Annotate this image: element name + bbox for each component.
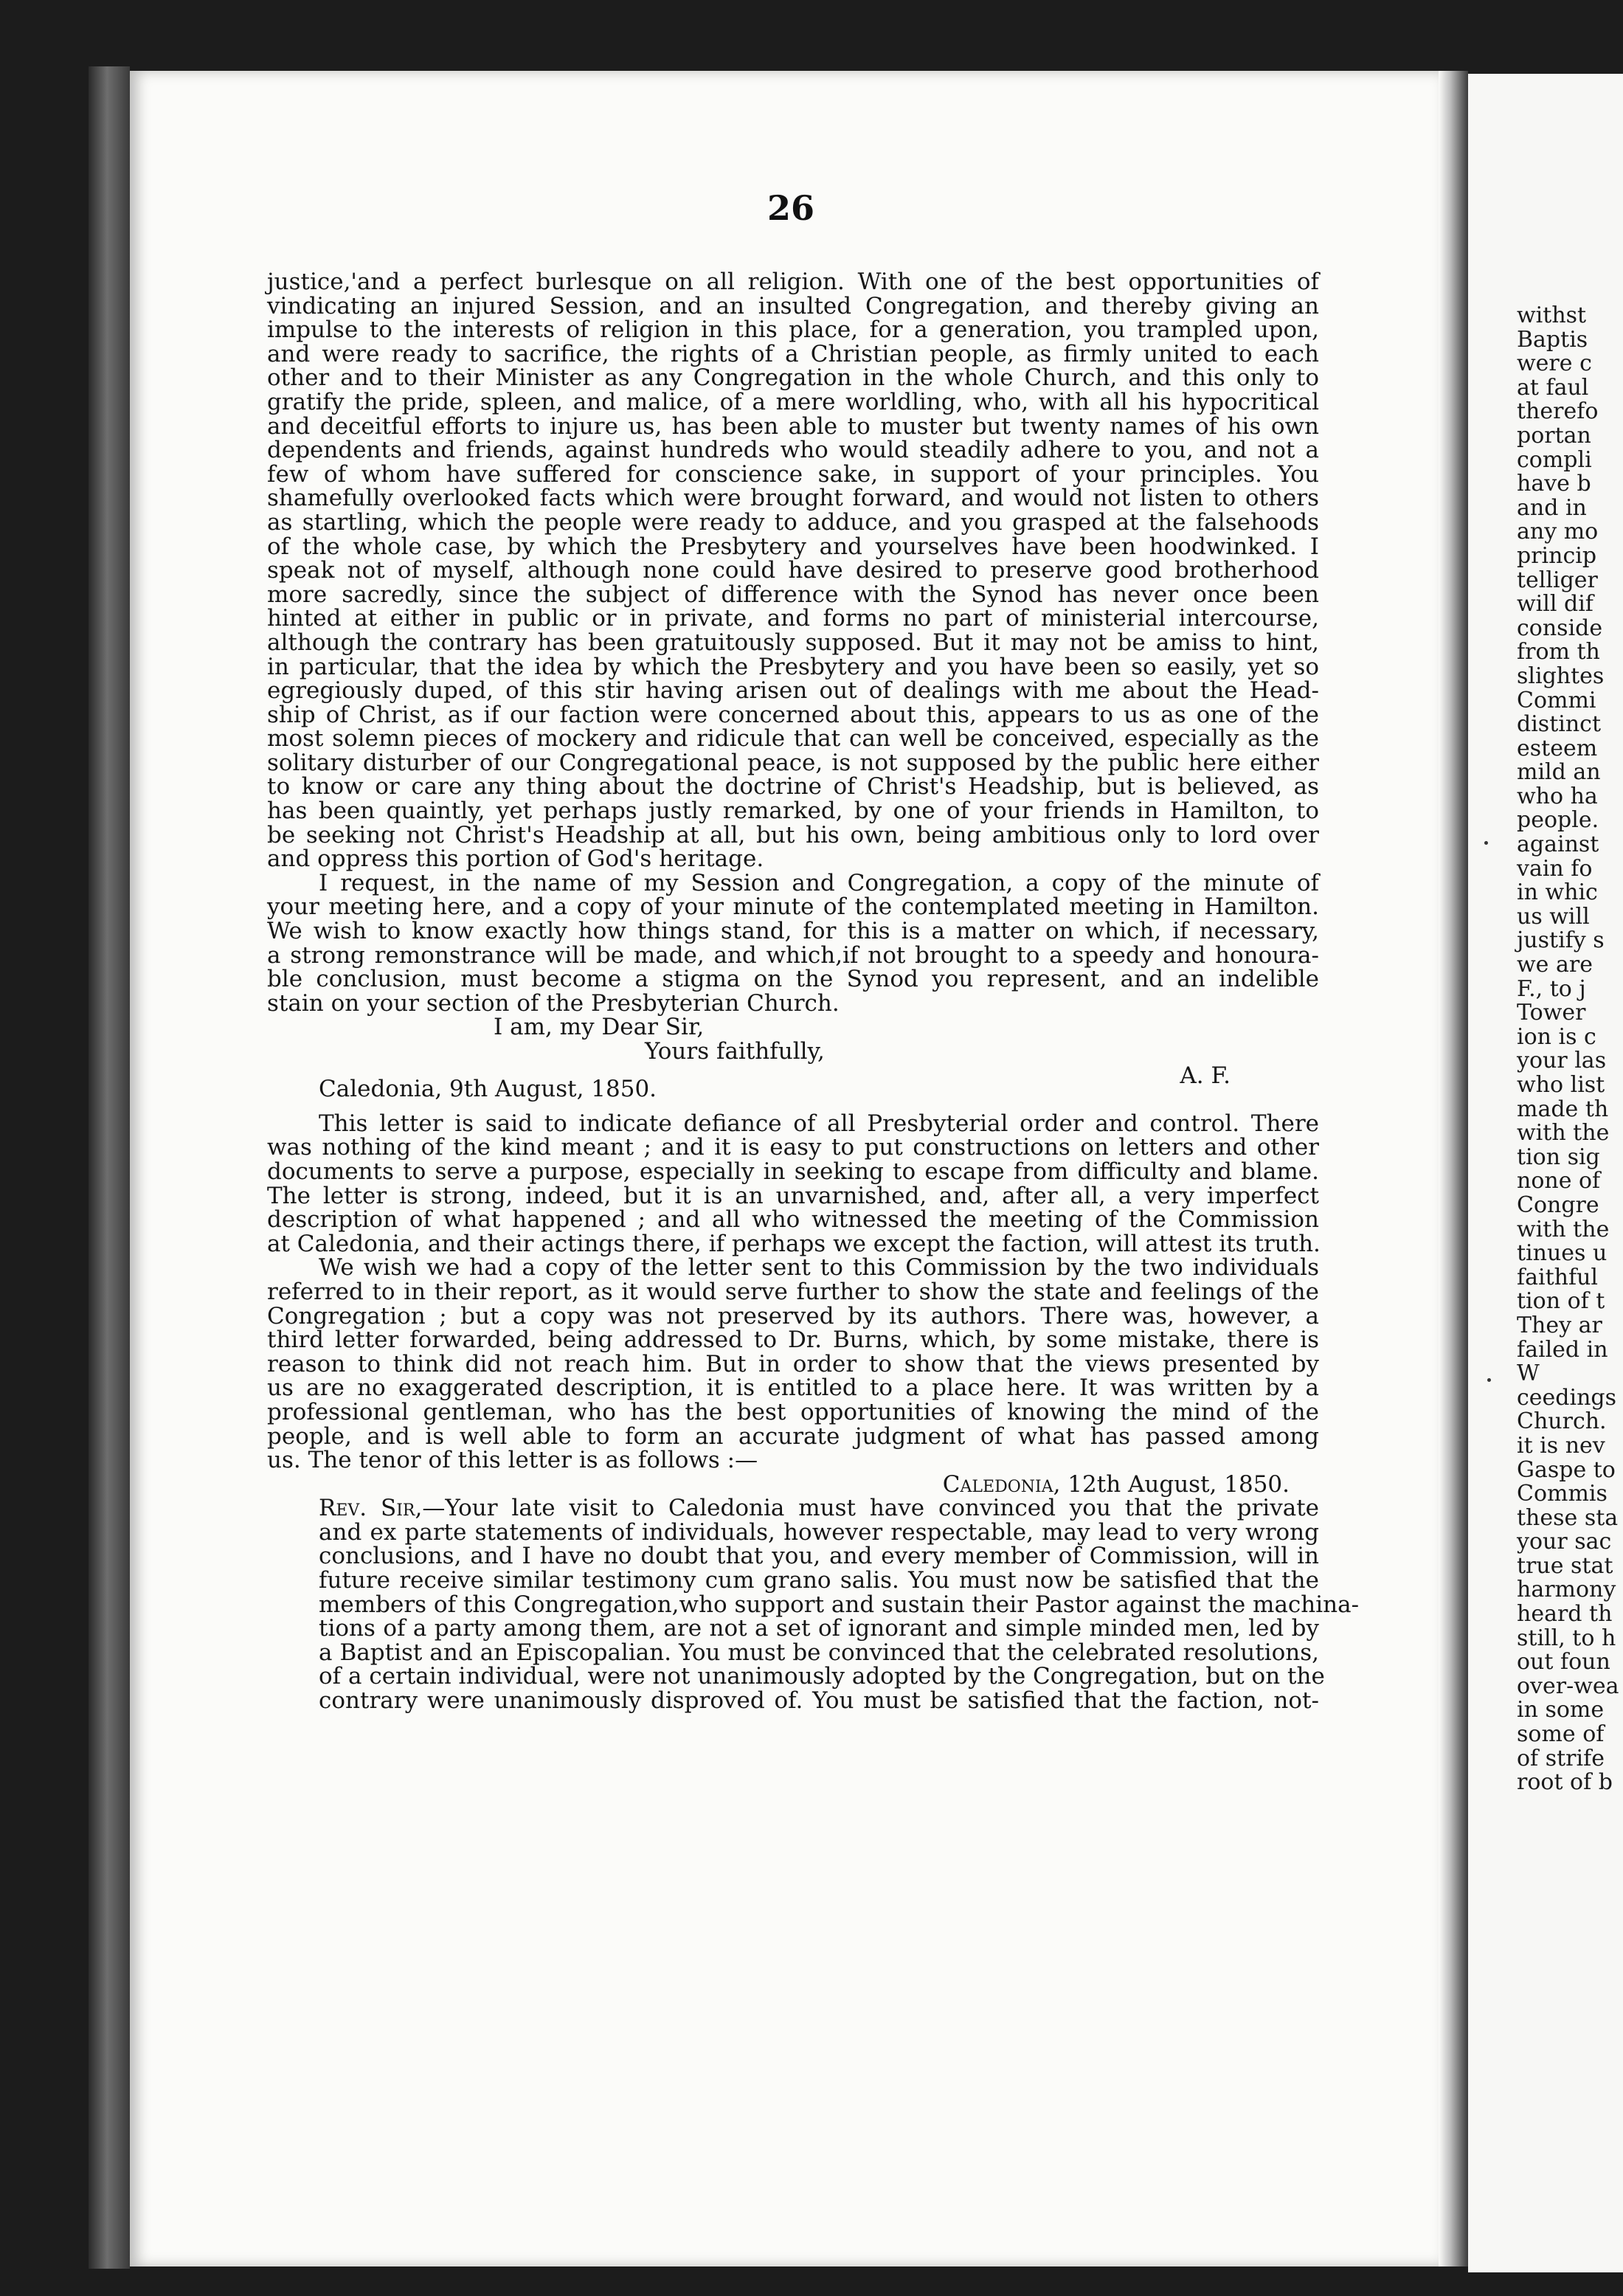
text-line: tions of a party among them, are not a set of ignorant and simple minded men, led by [319, 1615, 1319, 1642]
text-line: to know or care any thing about the doctrine of Christ's Headship, but is believed, as [267, 773, 1319, 801]
facing-page-line: in whic [1517, 879, 1598, 906]
paragraph [267, 1112, 1319, 1256]
facing-page-line: your las [1517, 1048, 1607, 1074]
text-line: people, and is well able to form an accurate judgment of what has passed among [267, 1422, 1319, 1450]
text-line: I request, in the name of my Session and Congregation, a copy of the minute of [319, 869, 1319, 896]
signature: A. F. [1180, 1062, 1231, 1089]
facing-page-line: W [1517, 1360, 1540, 1387]
facing-page-line: failed in [1517, 1336, 1608, 1363]
facing-page-line: Church. [1517, 1408, 1607, 1435]
facing-page-line: who ha [1517, 783, 1598, 809]
margin-speck [1484, 841, 1488, 845]
facing-page-line: people. [1517, 807, 1599, 834]
text-line: a strong remonstrance will be made, and which,if not brought to a speedy and honoura- [267, 941, 1319, 969]
text-line: We wish to know exactly how things stand, for this is a matter on which, if necessary, [267, 918, 1319, 945]
text-line: reason to think did not reach him. But in order to show that the views presented by [267, 1350, 1319, 1377]
text-line: justice,'and a perfect burlesque on all religion. With one of the best opportunities of [267, 269, 1319, 295]
facing-page-line: tion sig [1517, 1144, 1600, 1170]
facing-page-line: therefo [1517, 398, 1599, 425]
letter-2-first-line [267, 1496, 1319, 1521]
text-line: members of this Congregation,who support and sustain their Pastor against the machina- [319, 1591, 1360, 1618]
facing-page-line: portan [1517, 422, 1591, 449]
facing-page-line: your sac [1517, 1529, 1612, 1555]
facing-page-line: made th [1517, 1096, 1609, 1122]
facing-page-line: vain fo [1517, 855, 1593, 882]
facing-page-line: telliger [1517, 567, 1598, 593]
text-line: of the whole case, by which the Presbytery and yourselves have been hoodwinked. I [267, 533, 1319, 560]
facing-page-line: ion is c [1517, 1023, 1596, 1050]
text-line: dependents and friends, against hundreds who would steadily adhere to you, and not a [267, 437, 1319, 464]
text-line: description of what happened ; and all who witnessed the meeting of the Commission [267, 1206, 1319, 1234]
text-line: vindicating an injured Session, and an insulted Congregation, and thereby giving an [267, 292, 1319, 319]
margin-speck [1487, 1378, 1491, 1382]
text-line: ship of Christ, as if our faction were concerned about this, appears to us as one of the [267, 701, 1319, 728]
facing-page-line: these sta [1517, 1504, 1619, 1531]
facing-page-line: heard th [1517, 1601, 1613, 1628]
commentary-body [267, 1112, 1319, 1473]
facing-page-line: who list [1517, 1072, 1605, 1098]
text-line: professional gentleman, who has the best opportunities of knowing the mind of the [267, 1398, 1319, 1425]
book-binding-edge [89, 66, 130, 2269]
facing-page-line: were c [1517, 350, 1592, 377]
margin-marks [1477, 74, 1514, 2272]
facing-page-line: at faul [1517, 374, 1589, 401]
text-line: a Baptist and an Episcopalian. You must be convinced that the celebrated resolutions, [319, 1639, 1319, 1666]
facing-page-line: slightes [1517, 663, 1605, 689]
facing-page-line: against [1517, 831, 1599, 858]
text-line: at Caledonia, and their actings there, if perhaps we except the faction, will attest its truth. [267, 1230, 1321, 1257]
text-line: referred to in their report, as it would serve further to show the state and feelings of the [267, 1278, 1319, 1305]
text-line: solitary disturber of our Congregational peace, is not supposed by the public here either [267, 749, 1319, 776]
salutation: I am, my Dear Sir, [494, 1014, 705, 1041]
text-line: egregiously duped, of this stir having arisen out of dealings with me about the Head- [267, 677, 1319, 705]
facing-page-line: Tower [1517, 1000, 1586, 1026]
valediction: Yours faithfully, [645, 1038, 825, 1065]
dateline: Caledonia, 9th August, 1850. [319, 1076, 657, 1103]
facing-page-line: none of [1517, 1168, 1601, 1194]
text-line: and were ready to sacrifice, the rights of a Christian people, as firmly united to each [267, 340, 1319, 367]
text-line: be seeking not Christ's Headship at all, but his own, being ambitious only to lord over [267, 821, 1319, 848]
text-line: conclusions, and I have no doubt that you, and every member of Commission, will in [319, 1543, 1319, 1570]
text-line: your meeting here, and a copy of your minute of the contemplated meeting in Hamilton. [267, 893, 1319, 921]
text-line: Congregation ; but a copy was not preserved by its authors. There was, however, a [267, 1302, 1319, 1329]
facing-page-line: we are [1517, 952, 1593, 978]
facing-page-lines [1517, 304, 1619, 1795]
text-line: contrary were unanimously disproved of. You must be satisfied that the faction, not- [319, 1687, 1319, 1715]
facing-page-line: some of [1517, 1721, 1605, 1748]
facing-page-line: and in [1517, 494, 1587, 521]
page-gutter [1439, 71, 1468, 2266]
facing-page-line: Commis [1517, 1481, 1608, 1507]
facing-page-line: withst [1517, 302, 1587, 328]
facing-page-line: princip [1517, 542, 1597, 569]
dateline-2-place: Caledonia [942, 1470, 1053, 1498]
letter-body [267, 270, 1319, 1015]
facing-page-line: in some [1517, 1697, 1605, 1723]
facing-page-line: They ar [1517, 1312, 1602, 1338]
facing-page-line: Commi [1517, 687, 1596, 713]
dateline-2 [267, 1470, 1319, 1498]
text-line: stain on your section of the Presbyterian Church. [267, 989, 840, 1017]
facing-page-line: F., to j [1517, 975, 1586, 1002]
facing-page-line: mild an [1517, 759, 1601, 786]
dateline-2-date: , 12th August, 1850. [1053, 1470, 1290, 1498]
page-body [267, 269, 1360, 1715]
facing-page-line: us will [1517, 903, 1590, 930]
facing-page-line: with the [1517, 1120, 1610, 1147]
text-line: most solemn pieces of mockery and ridicule that can well be conceived, especially as the [267, 725, 1319, 753]
facing-page-line: Congre [1517, 1192, 1599, 1218]
text-line: has been quaintly, yet perhaps justly remarked, by one of your friends in Hamilton, to [267, 798, 1319, 825]
facing-page-line: conside [1517, 615, 1603, 641]
text-line: us are no exaggerated description, it is entitled to a place here. It was written by a [267, 1375, 1319, 1402]
facing-page-line: out foun [1517, 1649, 1610, 1676]
facing-page-line: true stat [1517, 1552, 1613, 1579]
facing-page-line: compli [1517, 446, 1592, 473]
text-line: although the contrary has been gratuitously supposed. But it may not be amiss to hint, [267, 629, 1319, 656]
text-line: as startling, which the people were ready to adduce, and you grasped at the falsehoods [267, 508, 1319, 536]
text-line: The letter is strong, indeed, but it is an unvarnished, and, after all, a very imperfect [267, 1182, 1319, 1209]
text-line: gratify the pride, spleen, and malice, of a mere worldling, who, with all his hypocritical [267, 388, 1319, 415]
facing-page-line: over-wea [1517, 1673, 1619, 1699]
text-line: shamefully overlooked facts which were brought forward, and would not listen to others [267, 485, 1319, 512]
text-line: other and to their Minister as any Congregation in the whole Church, and this only to [267, 364, 1319, 392]
facing-page-line: distinct [1517, 711, 1602, 738]
facing-page-line: Gaspe to [1517, 1456, 1616, 1483]
text-line: us. The tenor of this letter is as follows :— [267, 1447, 758, 1474]
text-line: impulse to the interests of religion in this place, for a generation, you trampled upon, [267, 317, 1319, 344]
facing-page-line: justify s [1517, 927, 1605, 954]
facing-page-line: ceedings [1517, 1384, 1617, 1411]
text-line: in particular, that the idea by which the Presbytery and you have been so easily, yet so [267, 653, 1319, 680]
text-line: and ex parte statements of individuals, however respectable, may lead to very wrong [319, 1518, 1319, 1546]
facing-page-line: still, to h [1517, 1625, 1616, 1651]
facing-page-line: faithful [1517, 1264, 1598, 1290]
text-line: future receive similar testimony cum grano salis. You must now be satisfied that the [319, 1567, 1319, 1594]
text-line: of a certain individual, were not unanimously adopted by the Congregation, but on the [319, 1663, 1325, 1690]
facing-page-line: root of b [1517, 1769, 1613, 1796]
facing-page-line: tinues u [1517, 1240, 1608, 1267]
facing-page-line: from th [1517, 639, 1600, 665]
letter-2 [267, 1495, 1360, 1715]
facing-page-line: have b [1517, 471, 1591, 497]
facing-page-fragment [1468, 74, 1623, 2272]
facing-page-line: of strife [1517, 1745, 1605, 1771]
text-line: was nothing of the kind meant ; and it is easy to put constructions on letters and other [267, 1134, 1319, 1161]
text-line: documents to serve a purpose, especially in seeking to escape from difficulty and blame. [267, 1158, 1319, 1185]
facing-page-line: esteem [1517, 735, 1598, 761]
text-line: more sacredly, since the subject of difference with the Synod has never once been [267, 581, 1319, 608]
text-line: hinted at either in public or in private, and forms no part of ministerial intercourse, [267, 605, 1319, 632]
paragraph [267, 871, 1319, 1016]
facing-page-line: tion of t [1517, 1288, 1605, 1315]
facing-page-line: harmony [1517, 1577, 1616, 1603]
text-line: This letter is said to indicate defiance of all Presbyterial order and control. There [319, 1110, 1319, 1137]
facing-page-line: it is nev [1517, 1432, 1605, 1459]
text-line: and oppress this portion of God's heritage. [267, 846, 764, 873]
facing-page-line: with the [1517, 1216, 1610, 1242]
paragraph [267, 1256, 1319, 1472]
letter-2-first-line-text: —Your late visit to Caledonia must have convinced you that the private [422, 1495, 1320, 1522]
text-line: speak not of myself, although none could have desired to preserve good brotherhood [267, 557, 1319, 584]
paragraph [267, 270, 1319, 871]
text-line: ble conclusion, must become a stigma on the Synod you represent, and an indelible [267, 966, 1319, 993]
facing-page-line: Baptis [1517, 326, 1588, 353]
letter-2-salute: Rev. Sir, [319, 1495, 423, 1522]
text-line: few of whom have suffered for conscience sake, in support of your principles. You [267, 460, 1319, 488]
page-number: 26 [767, 188, 815, 228]
text-line: We wish we had a copy of the letter sent to this Commission by the two individuals [319, 1254, 1319, 1282]
facing-page-line: any mo [1517, 519, 1599, 545]
text-line: and deceitful efforts to injure us, has been able to muster but twenty names of his own [267, 412, 1319, 440]
facing-page-line: will dif [1517, 591, 1593, 618]
text-line: third letter forwarded, being addressed to Dr. Burns, which, by some mistake, there is [267, 1327, 1319, 1354]
